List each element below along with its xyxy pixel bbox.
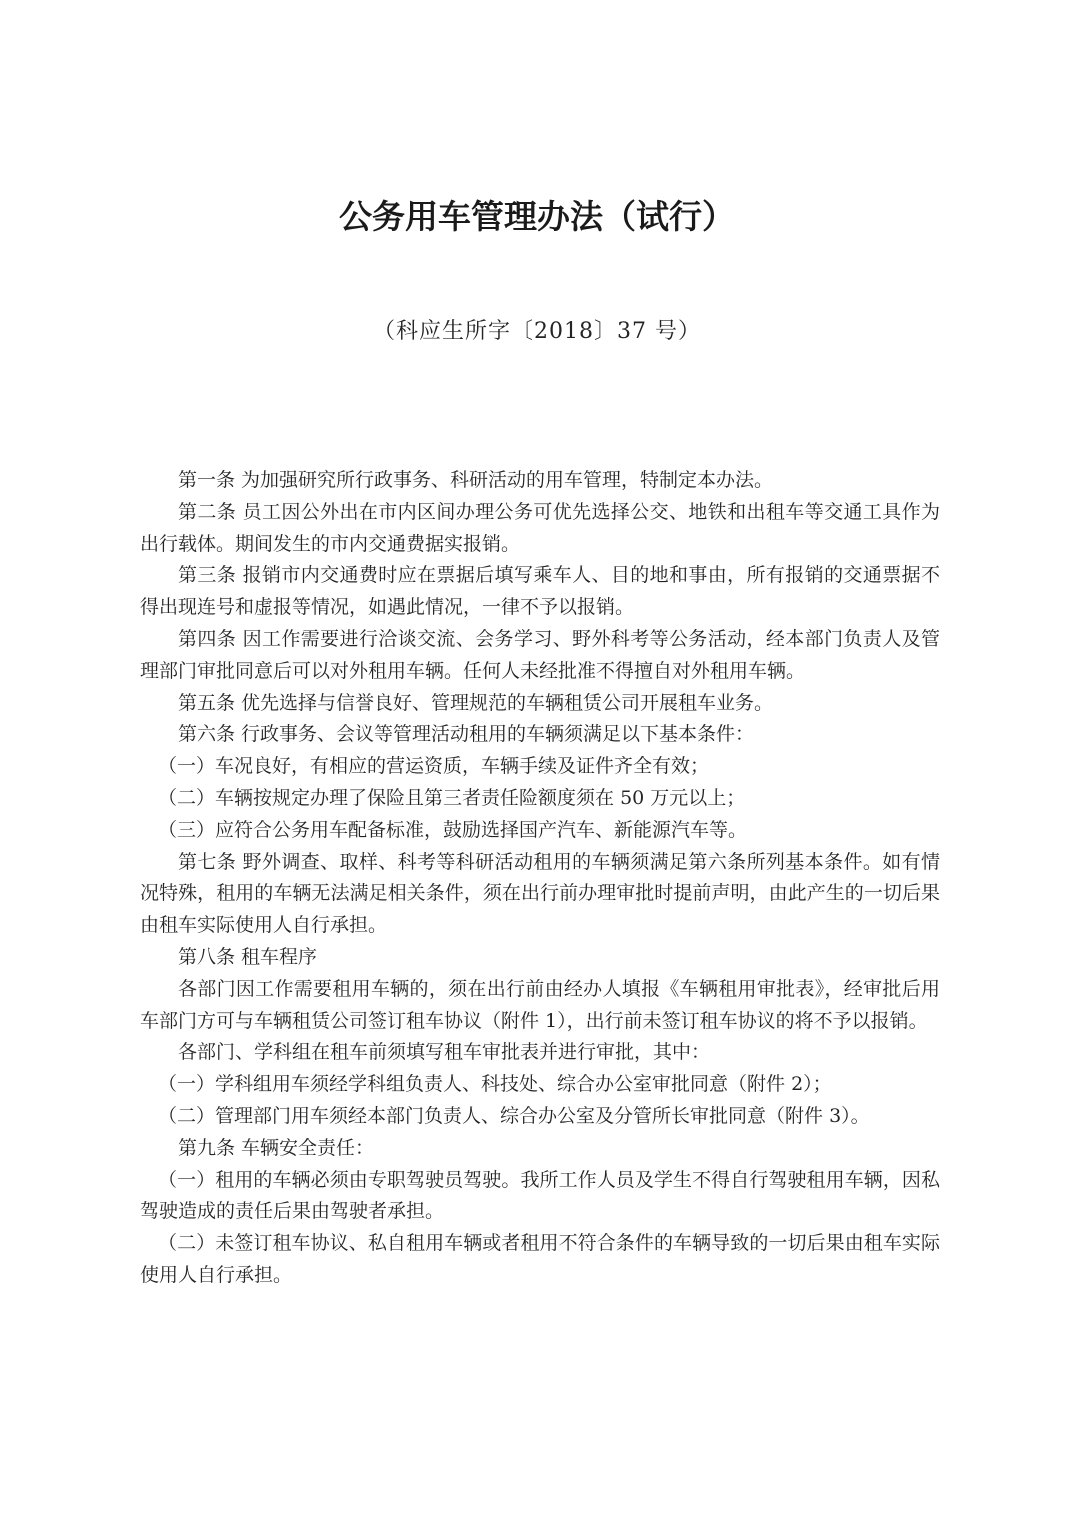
paragraph: 第二条 员工因公外出在市内区间办理公务可优先选择公交、地铁和出租车等交通工具作为出行载体。期间发生的市内交通费据实报销。 [140,500,940,555]
paragraph: （一）租用的车辆必须由专职驾驶员驾驶。我所工作人员及学生不得自行驾驶租用车辆，因私驾驶造成的责任后果由驾驶者承担。 [140,1168,940,1223]
paragraph: （一）车况良好，有相应的营运资质，车辆手续及证件齐全有效； [158,755,710,778]
paragraph: （三）应符合公务用车配备标准，鼓励选择国产汽车、新能源汽车等。 [158,818,748,841]
document-title: 公务用车管理办法（试行） [339,197,735,236]
paragraph: 第八条 租车程序 [178,945,318,968]
paragraph: （二）管理部门用车须经本部门负责人、综合办公室及分管所长审批同意（附件 3）。 [158,1104,870,1127]
paragraph: 第九条 车辆安全责任： [178,1136,375,1159]
paragraph: 第一条 为加强研究所行政事务、科研活动的用车管理，特制定本办法。 [178,469,774,491]
paragraph: （二）未签订租车协议、私自租用车辆或者租用不符合条件的车辆导致的一切后果由租车实际使用人自行承担。 [140,1232,940,1286]
document-body [140,465,940,1292]
paragraph: 第三条 报销市内交通费时应在票据后填写乘车人、目的地和事由，所有报销的交通票据不得出现连号和虚报等情况，如遇此情况，一律不予以报销。 [140,564,940,619]
paragraph: 第四条 因工作需要进行洽谈交流、会务学习、野外科考等公务活动，经本部门负责人及管理部门审批同意后可以对外租用车辆。任何人未经批准不得擅自对外租用车辆。 [140,627,940,682]
paragraph: 第七条 野外调查、取样、科考等科研活动租用的车辆须满足第六条所列基本条件。如有情况特殊，租用的车辆无法满足相关条件，须在出行前办理审批时提前声明，由此产生的一切后果由租车实际使用人自行承担。 [140,850,940,937]
paragraph: 第五条 优先选择与信誉良好、管理规范的车辆租赁公司开展租车业务。 [178,691,774,714]
paragraph: （二）车辆按规定办理了保险且第三者责任险额度须在 50 万元以上； [158,786,746,809]
paragraph: （一）学科组用车须经学科组负责人、科技处、综合办公室审批同意（附件 2）； [158,1073,832,1096]
paragraph: 第六条 行政事务、会议等管理活动租用的车辆须满足以下基本条件： [178,723,755,746]
document-number: （科应生所字〔2018〕37 号） [373,319,701,344]
paragraph: 各部门、学科组在租车前须填写租车审批表并进行审批，其中： [178,1041,711,1064]
paragraph: 各部门因工作需要租用车辆的，须在出行前由经办人填报《车辆租用审批表》，经审批后用车部门方可与车辆租赁公司签订租车协议（附件 1），出行前未签订租车协议的将不予以报销。 [140,977,940,1032]
